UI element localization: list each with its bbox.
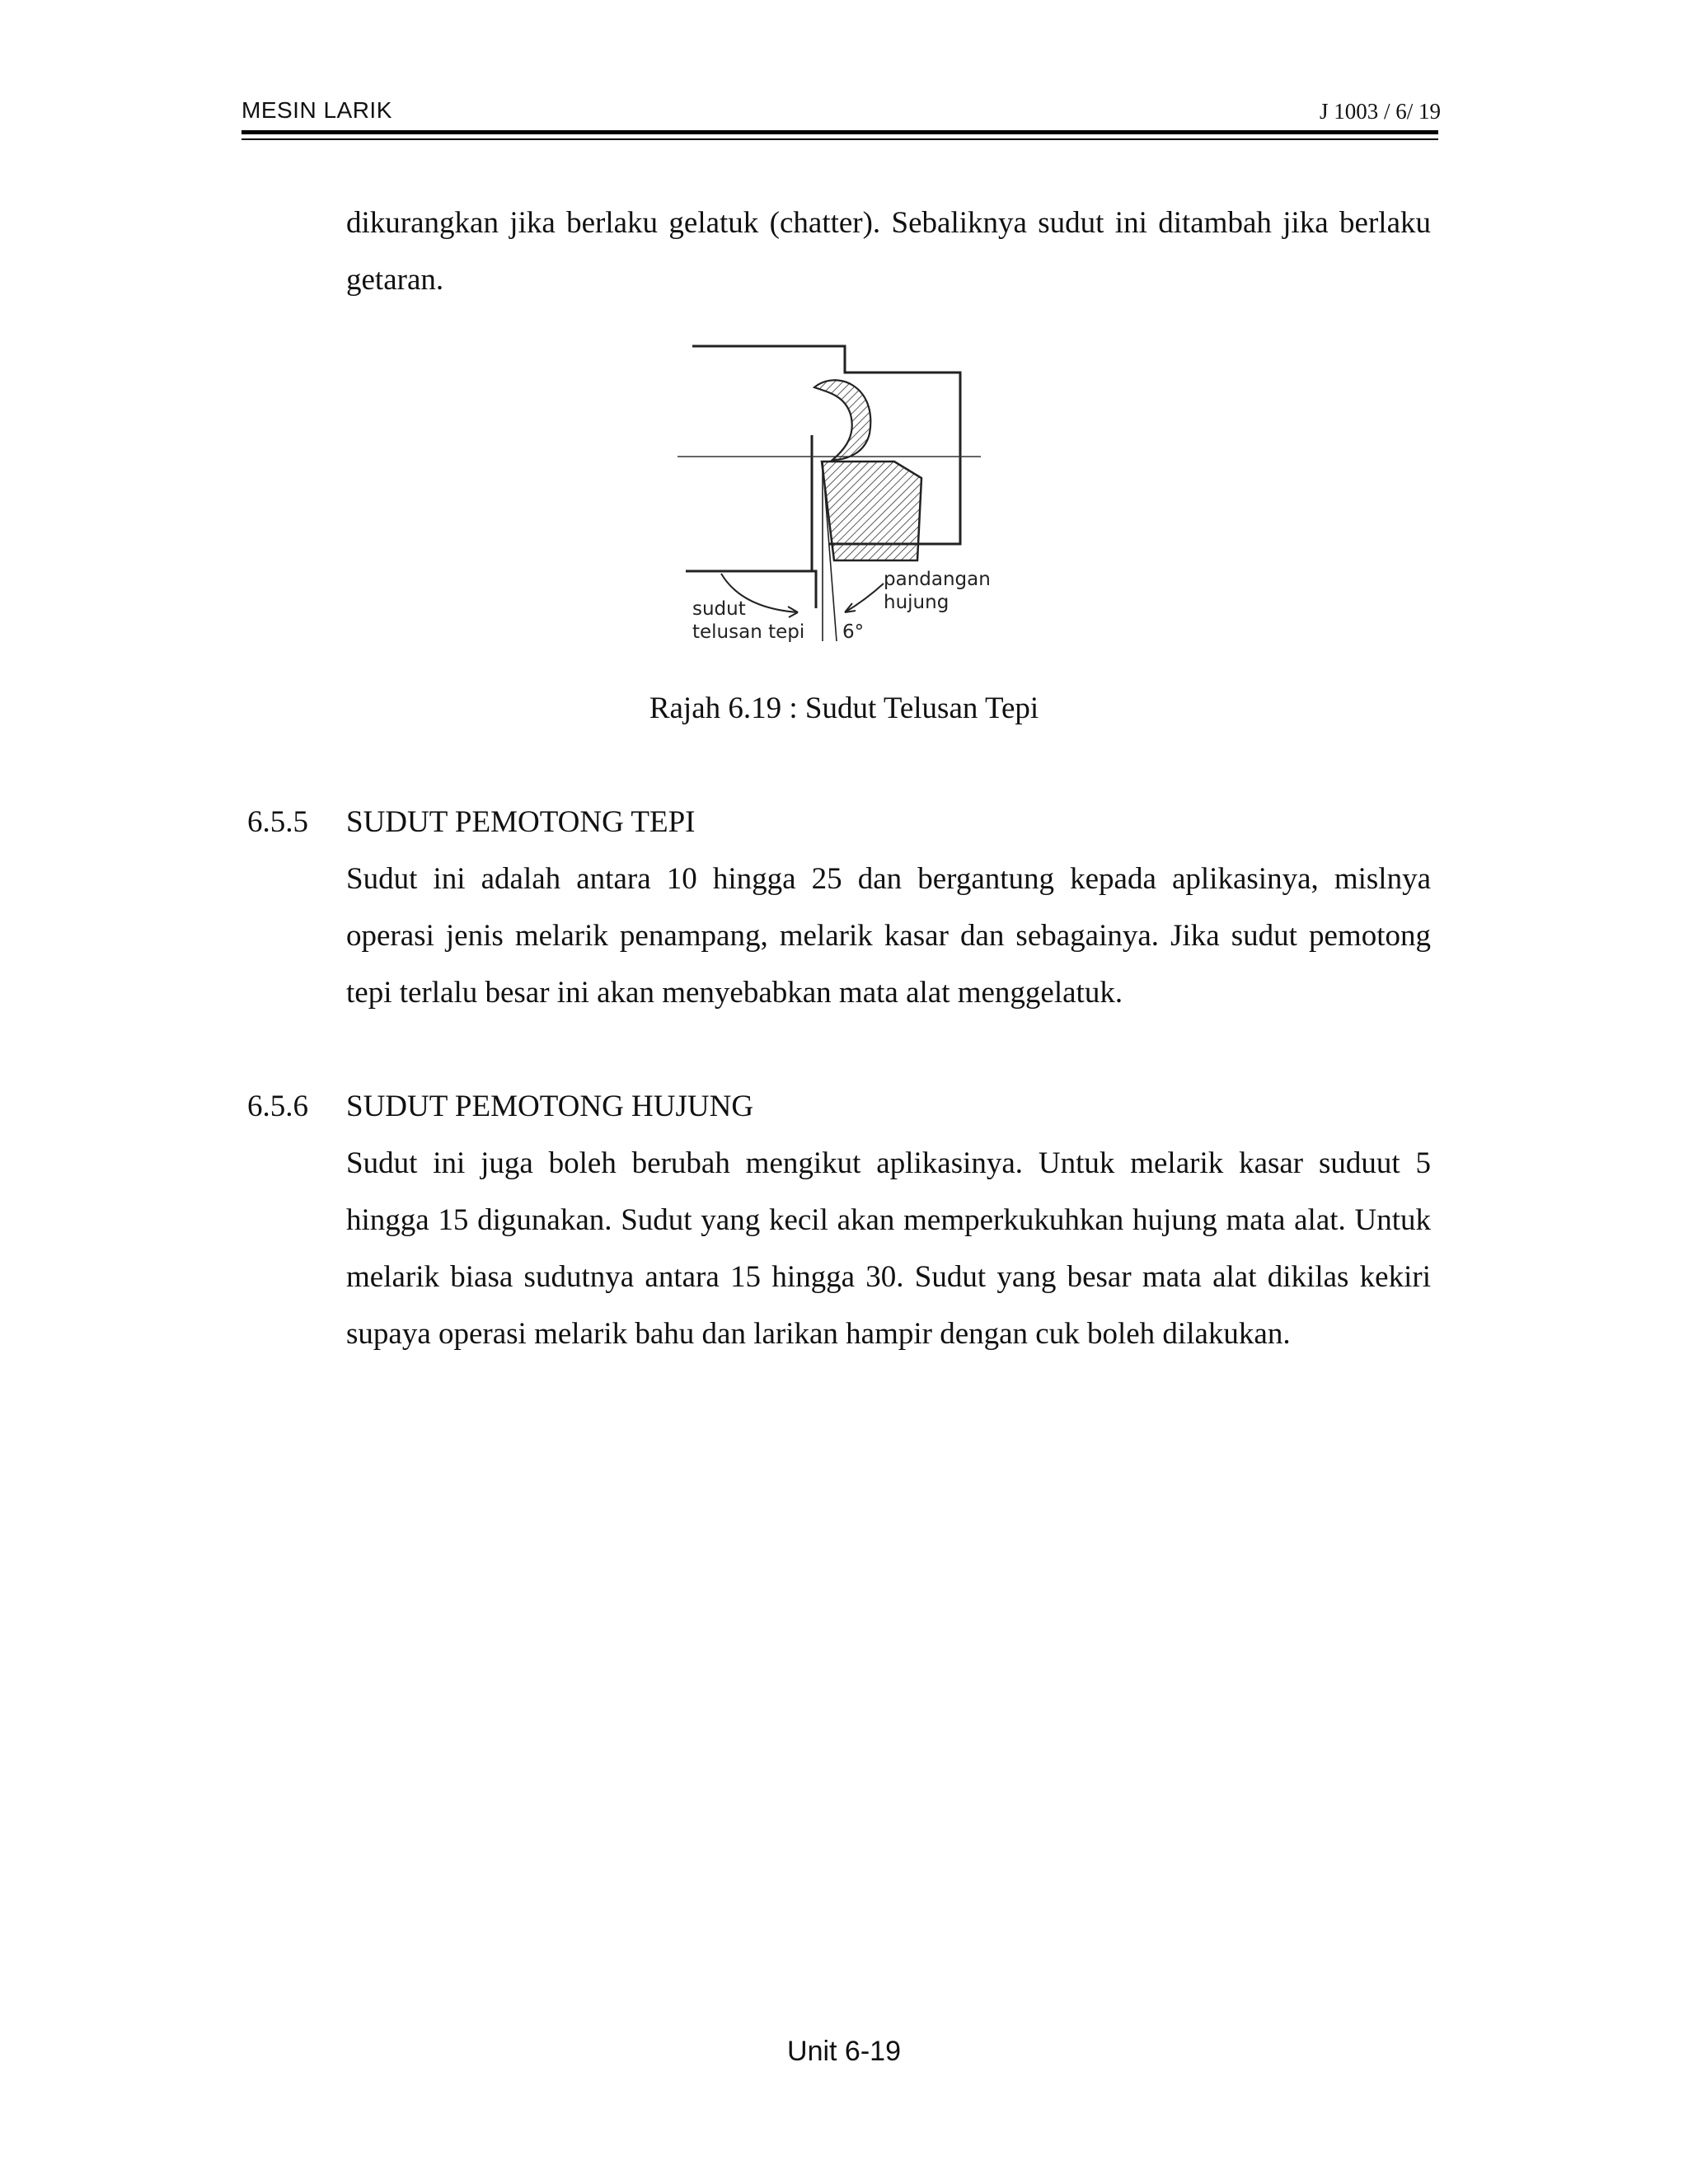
section-body-6-5-6: Sudut ini juga boleh berubah mengikut aplikasinya. Untuk melarik kasar suduut 5 hingga 15 digunakan. Sudut yang kecil akan memperkukuhkan hujung mata alat. Untuk melarik biasa sudutnya antara 15 hingga 30. Sudut yang besar mata alat dikilas kekiri supaya operasi melarik bahu dan larikan hampir dengan cuk boleh dilakukan. [346, 1146, 1431, 1351]
header-left-title: MESIN LARIK [241, 97, 392, 123]
header-rule-thick [241, 130, 1438, 134]
label-telusan-tepi: telusan tepi [692, 621, 805, 643]
section-title-6-5-6: SUDUT PEMOTONG HUJUNG [346, 1090, 754, 1123]
label-pandangan: pandangan [884, 569, 991, 590]
end-view-leader [845, 583, 884, 612]
header-rule-thin [241, 138, 1438, 140]
label-hujung: hujung [884, 592, 950, 613]
section-number-6-5-5: 6.5.5 [247, 805, 308, 839]
label-angle: 6° [842, 621, 865, 643]
intro-paragraph: dikurangkan jika berlaku gelatuk (chatter). Sebaliknya sudut ini ditambah jika berlaku getaran. [346, 206, 1431, 297]
page-footer: Unit 6-19 [787, 2036, 901, 2067]
label-sudut: sudut [692, 598, 746, 620]
cutting-tool [822, 462, 921, 560]
chip-curl [814, 380, 870, 460]
section-body-6-5-5: Sudut ini adalah antara 10 hingga 25 dan bergantung kepada aplikasinya, mislnya operasi jenis melarik penampang, melarik kasar dan sebagainya. Jika sudut pemotong tepi terlalu besar ini akan menyebabkan mata alat menggelatuk. [346, 862, 1431, 1010]
section-title-6-5-5: SUDUT PEMOTONG TEPI [346, 805, 696, 839]
header-right-code: J 1003 / 6/ 19 [1319, 99, 1441, 124]
section-number-6-5-6: 6.5.6 [247, 1090, 308, 1123]
side-clearance-figure [668, 336, 1014, 658]
figure-caption: Rajah 6.19 : Sudut Telusan Tepi [649, 691, 1039, 725]
